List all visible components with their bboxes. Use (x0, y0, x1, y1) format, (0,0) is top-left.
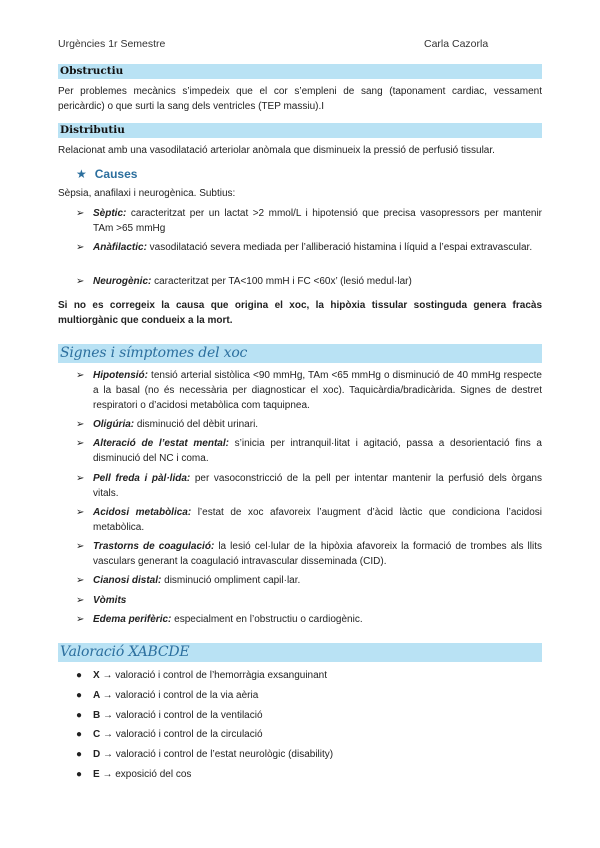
heading-signes: Signes i símptomes del xoc (58, 344, 542, 363)
item-text: caracteritzat per un lactat >2 mmol/L i hipotensió que precisa vasopressors per mantenir TAm >65 mmHg (93, 208, 542, 234)
list-item (76, 240, 542, 255)
arrow-bullet-icon: ➢ (76, 575, 85, 586)
item-term: Sèptic: (93, 208, 127, 219)
item-term: Edema perifèric: (93, 614, 172, 625)
item-term: Trastorns de coagulació: (93, 541, 215, 552)
list-item (76, 668, 542, 683)
warning-text: Si no es corregeix la causa que origina el xoc, la hipòxia tissular sostinguda genera fracàs multiorgànic que condueix a la mort. (58, 300, 542, 326)
item-text: disminució del dèbit urinari. (134, 419, 259, 430)
causes-intro: Sèpsia, anafilaxi i neurogènica. Subtius: (58, 188, 236, 199)
list-item (76, 573, 542, 588)
arrow-bullet-icon: ➢ (76, 595, 85, 606)
item-term: Vòmits (93, 595, 127, 606)
item-text: valoració i control de la circulació (113, 729, 263, 740)
distributiu-text: Relacionat amb una vasodilatació arteriolar anòmala que disminueix la pressió de perfusió tissular. (58, 145, 495, 156)
heading-obstructiu: Obstructiu (58, 64, 542, 79)
item-text: l’estat de xoc afavoreix l’augment d’àcid làctic que condiciona l’acidosi metabòlica. (93, 507, 542, 533)
item-text: disminució ompliment capil·lar. (161, 575, 301, 586)
bullet-icon: ● (76, 729, 83, 740)
item-text: tensió arterial sistòlica <90 mmHg, TAm <65 mmHg o disminució de 40 mmHg respecte a la basal (no és necessària per diagnosticar el xoc). Taquicàrdia/bradicàrida. Signes de destret respiratori o d’acidosi metabòlica com taquipnea. (93, 370, 542, 411)
list-item (76, 417, 542, 432)
list-item (76, 505, 542, 535)
list-item (76, 471, 542, 501)
list-item (76, 727, 542, 742)
list-item (76, 368, 542, 413)
list-item (76, 436, 542, 466)
arrow-bullet-icon: ➢ (76, 541, 85, 552)
arrow-bullet-icon: ➢ (76, 370, 85, 381)
list-item (76, 708, 542, 723)
item-term: Pell freda i pàl·lida: (93, 473, 191, 484)
item-letter: A → (93, 690, 113, 701)
list-item (76, 274, 542, 289)
list-item (76, 767, 542, 782)
item-text: valoració i control de l’hemorràgia exsanguinant (112, 670, 328, 681)
item-text: caracteritzat per TA<100 mmH i FC <60x’ (lesió medul·lar) (151, 276, 412, 287)
bullet-icon: ● (76, 670, 83, 681)
causes-heading (76, 167, 137, 181)
bullet-icon: ● (76, 769, 83, 780)
bullet-icon: ● (76, 690, 83, 701)
arrow-bullet-icon: ➢ (76, 242, 85, 253)
item-letter: D → (93, 749, 113, 760)
arrow-bullet-icon: ➢ (76, 507, 85, 518)
list-item (76, 747, 542, 762)
list-item (76, 593, 542, 608)
heading-valoracio: Valoració XABCDE (58, 643, 542, 662)
list-item (76, 612, 542, 627)
item-term: Oligúria: (93, 419, 135, 430)
list-item (76, 688, 542, 703)
star-icon: ★ (76, 167, 87, 181)
item-text: s’inicia per intranquil·litat i agitació, passa a desorientació fins a disminució del NC i coma. (93, 438, 542, 464)
item-text: la lesió cel·lular de la hipòxia afavoreix la formació de trombes als llits vasculars generant la coagulació intravascular disseminada (CID). (93, 541, 542, 567)
item-term: Neurogènic: (93, 276, 152, 287)
item-text: valoració i control de l’estat neurològic (disability) (113, 749, 334, 760)
list-item (76, 539, 542, 569)
bullet-icon: ● (76, 710, 83, 721)
arrow-bullet-icon: ➢ (76, 419, 85, 430)
item-text: vasodilatació severa mediada per l’alliberació histamina i líquid a l’espai extravascular. (146, 242, 533, 253)
header-author: Carla Cazorla (424, 38, 489, 50)
arrow-bullet-icon: ➢ (76, 276, 85, 287)
item-text: per vasoconstricció de la pell per intentar mantenir la perfusió dels òrgans vitals. (93, 473, 542, 499)
item-letter: C → (93, 729, 113, 740)
causes-title: Causes (94, 167, 138, 181)
item-term: Alteració de l’estat mental: (93, 438, 229, 449)
item-text: valoració i control de la ventilació (113, 710, 263, 721)
item-text: especialment en l’obstructiu o cardiogènic. (171, 614, 363, 625)
arrow-bullet-icon: ➢ (76, 614, 85, 625)
header-course: Urgències 1r Semestre (58, 38, 166, 50)
item-text: exposició del cos (112, 769, 192, 780)
item-term: Hipotensió: (93, 370, 148, 381)
item-letter: E → (93, 769, 113, 780)
item-letter: X → (93, 670, 113, 681)
item-letter: B → (93, 710, 113, 721)
item-term: Anàfilactic: (93, 242, 147, 253)
bullet-icon: ● (76, 749, 83, 760)
item-term: Cianosi distal: (93, 575, 162, 586)
heading-distributiu: Distributiu (58, 123, 542, 138)
arrow-bullet-icon: ➢ (76, 208, 85, 219)
item-text: valoració i control de la via aèria (112, 690, 259, 701)
list-item (76, 206, 542, 236)
arrow-bullet-icon: ➢ (76, 438, 85, 449)
obstructiu-text: Per problemes mecànics s’impedeix que el cor s’empleni de sang (taponament cardiac, vessament pericàrdic) o que surti la sang dels ventricles (TEP massiu).I (58, 86, 542, 112)
item-term: Acidosi metabòlica: (93, 507, 192, 518)
arrow-bullet-icon: ➢ (76, 473, 85, 484)
